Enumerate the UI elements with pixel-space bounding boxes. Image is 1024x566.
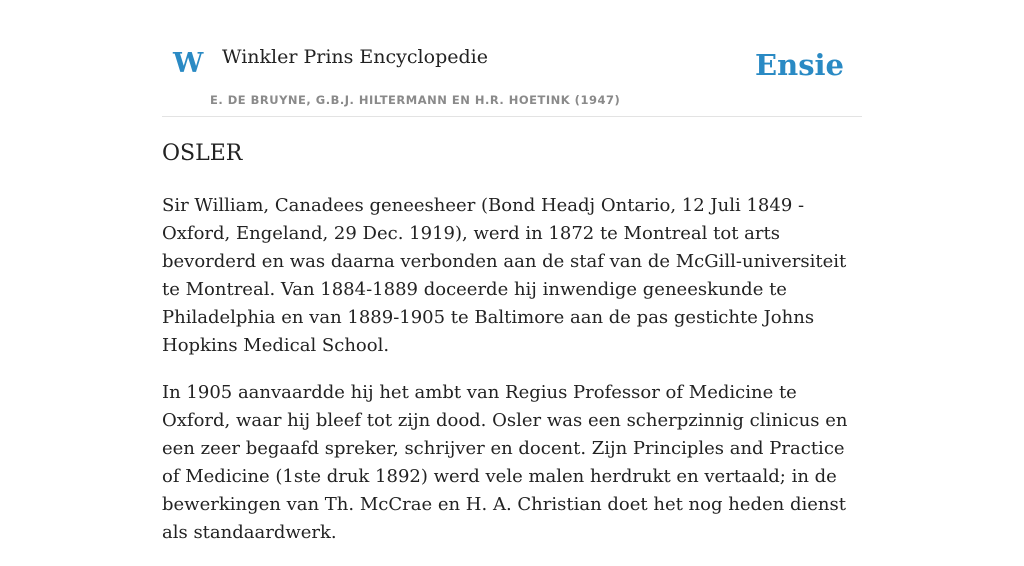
publication-title[interactable]: Winkler Prins Encyclopedie: [222, 46, 488, 68]
page: [162, 0, 862, 543]
article-paragraph: Sir William, Canadees geneesheer (Bond Headj Ontario, 12 Juli 1849 - Oxford, Engeland, 29 Dec. 1919), werd in 1872 te Montreal tot arts bevorderd en was daarna verbonden aan de staf van de McGill-universiteit te Montreal. Van 1884-1889 doceerde hij inwendige geneeskunde te Philadelphia en van 1889-1905 te Baltimore aan de pas gestichte Johns Hopkins Medical School.: [162, 195, 847, 356]
entry-title: OSLER: [162, 141, 243, 166]
article-body: [162, 192, 862, 566]
brand-logo[interactable]: Ensie: [755, 48, 844, 82]
article-paragraph: In 1905 aanvaardde hij het ambt van Regius Professor of Medicine te Oxford, waar hij bleef tot zijn dood. Osler was een scherpzinnig clinicus en een zeer begaafd spreker, schrijver en docent. Zijn Principles and Practice of Medicine (1ste druk 1892) werd vele malen herdrukt en vertaald; in de bewerkingen van Th. McCrae en H. A. Christian doet het nog heden dienst als standaardwerk.: [162, 382, 848, 543]
publication-logo[interactable]: W: [173, 48, 204, 79]
publication-authors: E. DE BRUYNE, G.B.J. HILTERMANN EN H.R. HOETINK (1947): [210, 93, 621, 107]
header: [162, 0, 862, 117]
